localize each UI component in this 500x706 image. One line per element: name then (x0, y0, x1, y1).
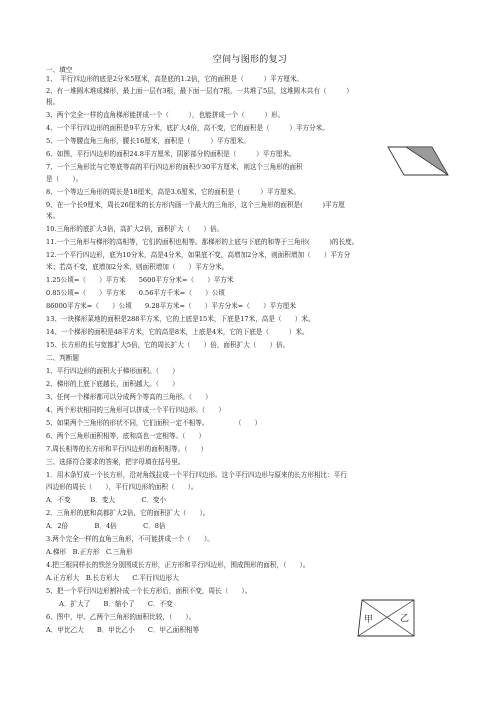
jia-yi-figure (356, 596, 420, 640)
text-line: 2、有一堆圆木堆成梯形，最上面一层有3根，最下面一层有7根，一共堆了5层，这堆圆木共有（ ） (46, 87, 353, 95)
text-line: A．不变 B．变大 C．变小 (46, 496, 167, 504)
text-line: 1．用木条钉成一个长方形，沿对角线拉成一个平行四边形。这个平行四边形与原来的长方形相比：平行 (46, 471, 347, 479)
page-title: 空间与图形的复习 (212, 55, 288, 65)
text-line: 3、任何一个梯形都可以分成两个等高的三角形。（ ） (46, 393, 212, 401)
text-line: 0.85公顷=（ ）平方米 0.56平方千米=（ ）公顷 (46, 289, 225, 297)
text-line: 4.把三根同样长的铁丝分别围成长方形，正方形和平行四边形，围成图形的面积，（ ）。 (46, 561, 310, 569)
text-line: A.梯形 B.正方形 C.三角形 (46, 548, 133, 556)
text-line: 米；若高不变，底增加2分米，则面积增加（ ）平方分米。 (46, 263, 229, 271)
text-line: 6、两个三角形面积相等，底和高也一定相等。（ ） (46, 432, 206, 440)
parallelogram-shaded-figure (386, 145, 450, 177)
text-line: A．扩大了 B．缩小了 C．不变 (46, 600, 173, 608)
text-line: 13、一块梯形菜地的面积是288平方米，它的上底是15米，下底是17米，高是（ ）米。 (46, 315, 315, 323)
text-line: 三、选择符合要求的答案，把字母填在括号里。 (46, 458, 185, 466)
text-line: 11.一个三角形与梯形的高相等，它们的面积也相等。那梯形的上底与下底的和等于三角形( )的长度。 (46, 238, 359, 246)
text-line: 7.周长相等的长方形和平行四边形的面积相等。（ ） (46, 445, 208, 453)
text-line: 5、把一个平行四边形割补成一个长方形后，面积不变，周长（ ）。 (46, 587, 252, 595)
text-line: 是（ ）。 (46, 175, 83, 183)
text-line: A.正方形大 B.长方形大 C.平行四边形大 (46, 574, 179, 582)
text-line: 14、一个梯形的面积是48平方米，它的高是8米，上底是4米，它的下底是（ ）米。 (46, 328, 309, 336)
text-line: 3、两个完全一样的直角梯形能拼成一个（ ），也能拼成一个（ ）形。 (46, 111, 285, 119)
text-line: 2．三角形的底和高都扩大2倍，它的面积扩大（ ）。 (46, 509, 210, 517)
text-line: 10.三角形的底扩大3倍，高扩大2倍，面积扩大（ ）倍。 (46, 225, 224, 233)
text-line: 米。 (46, 212, 60, 220)
text-line: 1、 平行四边形的底是2分米5厘米，高是底的1.2倍，它的面积是（ ）平方厘米。 (46, 75, 304, 83)
text-line: 3.两个完全一样的直角三角形，不可能拼成一个（ ）。 (46, 535, 214, 543)
label-jia: 甲 (364, 615, 374, 625)
text-line: 5、一个等腰直角三角形，腰长16厘米，面积是（ ）平方厘米。 (46, 137, 250, 145)
text-line: A．甲比乙大 B．甲比乙小 C．甲乙面积相等 (46, 626, 200, 634)
text-line: 6、图中，甲、乙两个三角形的面积比较，（ ）。 (46, 613, 196, 621)
text-line: 12.一个平行四边形，底为10分米，高是4分米，如果底不变，高增加2分米，则面积增加（ ）平方分 (46, 251, 351, 259)
text-line: A．2倍 B．4倍 C．8倍 (46, 522, 166, 530)
text-line: 5、如果两个三角形的形状不同，它们面积一定不相等。 （ ） (46, 419, 262, 427)
text-line: 15、长方形的长与宽都扩大5倍，它的周长扩大（ ）倍，面积扩大（ ）倍。 (46, 341, 290, 349)
text-line: 8、一个等边三角形的周长是18厘米，高是3.6厘米，它的面积是（ ）平方厘米。 (46, 188, 300, 196)
text-line: 4、一个平行四边形的面积是9平方分米，底扩大4倍，高不变，它的面积是（ ）平方分米。 (46, 124, 329, 132)
text-line: 6、如图，平行四边形的面积24.8平方厘米，阴影部分的面积是（ ）平方厘米。 (46, 150, 296, 158)
text-line: 7、一个三角形比与它等底等高的平行四边形的面积少30平方厘米，则这个三角形的面积 (46, 163, 303, 171)
text-line: 四边形的周长（ ），平行四边形的面积（ ）。 (46, 483, 198, 491)
text-line: 二、判断题 (46, 354, 79, 362)
text-line: 一、填空 (46, 66, 73, 74)
label-yi: 乙 (400, 614, 410, 624)
text-line: 1、平行四边形的面积大于梯形面积。（ ） (46, 367, 179, 375)
text-line: 4、两个形状相同的三角形可以拼成一个平行四边形。（ ） (46, 406, 225, 414)
text-line: 86000平方米=（ ）公顷 9.28平方米=（ ）平方分米=（ ）平方厘米 (46, 302, 297, 310)
text-line: 根。 (46, 98, 60, 106)
text-line: 1.25公顷=（ ）平方米 5600平方分米=（ ）平方米 (46, 276, 234, 284)
text-line: 9、在一个长9厘米，周长26厘米的长方形内画一个最大的三角形，这个三角形的面积是( )平方厘 (46, 201, 345, 209)
text-line: 2、梯形的上底下底越长，面积越大。（ ） (46, 380, 179, 388)
